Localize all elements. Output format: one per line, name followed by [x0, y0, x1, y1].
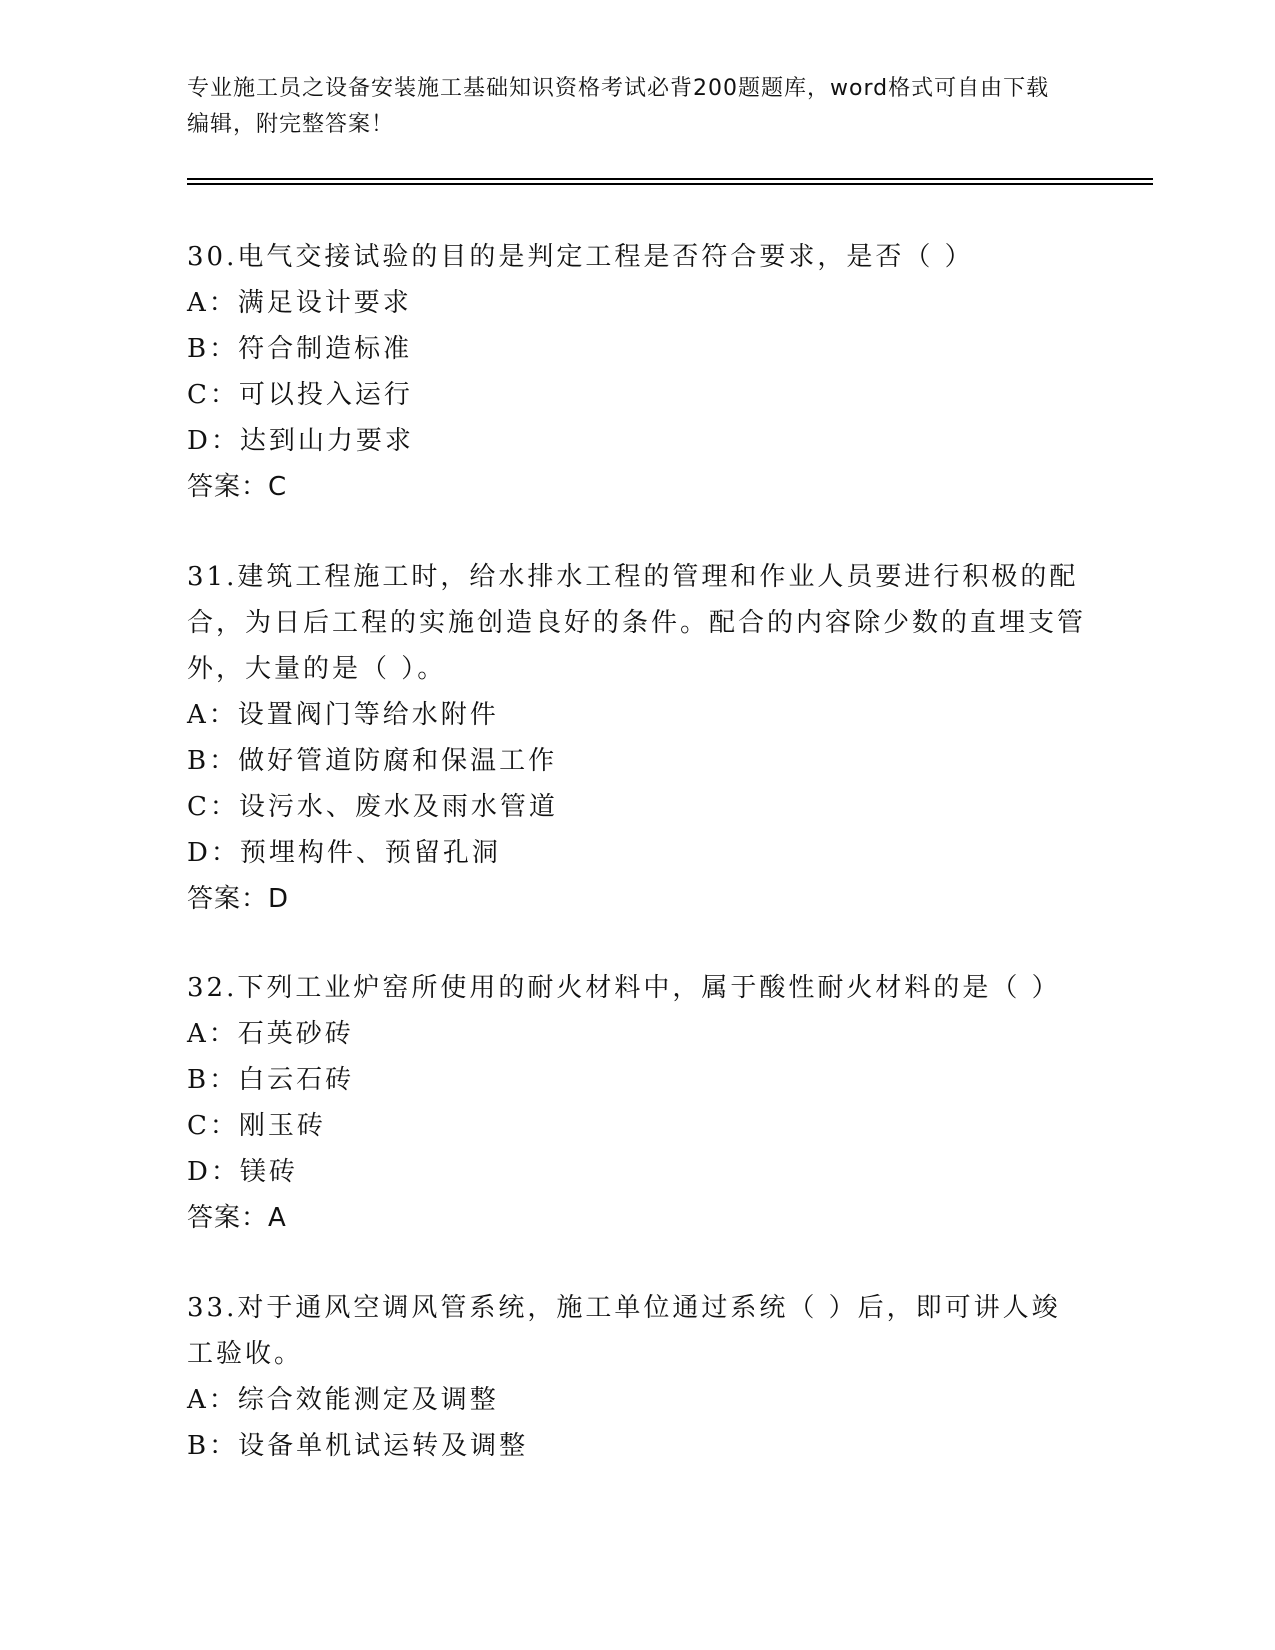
- question-31: [187, 554, 1087, 922]
- option-d: D：达到山力要求: [187, 426, 414, 456]
- option-a: A：满足设计要求: [187, 288, 412, 318]
- answer: 答案：C: [187, 472, 288, 502]
- option-d: D：镁砖: [187, 1157, 298, 1187]
- option-c: C：可以投入运行: [187, 380, 413, 410]
- question-30: [187, 234, 1087, 510]
- answer: 答案：D: [187, 884, 290, 914]
- question-32: [187, 965, 1087, 1241]
- answer: 答案：A: [187, 1203, 287, 1233]
- option-c: C：设污水、废水及雨水管道: [187, 792, 558, 822]
- document-header: 专业施工员之设备安装施工基础知识资格考试必背200题题库，word格式可自由下载编辑，附完整答案！: [187, 76, 1050, 137]
- option-b: B：设备单机试运转及调整: [187, 1431, 529, 1461]
- option-b: B：白云石砖: [187, 1065, 355, 1095]
- option-b: B：做好管道防腐和保温工作: [187, 746, 558, 776]
- question-stem: 33.对于通风空调风管系统，施工单位通过系统（ ）后，即可讲人竣工验收。: [187, 1293, 1061, 1369]
- header-divider-line: [187, 183, 1153, 185]
- option-a: A：综合效能测定及调整: [187, 1385, 499, 1415]
- header-divider-line: [187, 178, 1153, 180]
- question-stem: 32.下列工业炉窑所使用的耐火材料中，属于酸性耐火材料的是（ ）: [187, 973, 1061, 1003]
- question-33: [187, 1285, 1087, 1469]
- question-stem: 31.建筑工程施工时，给水排水工程的管理和作业人员要进行积极的配合，为日后工程的实施创造良好的条件。配合的内容除少数的直埋支管外，大量的是（ ）。: [187, 562, 1087, 684]
- option-a: A：设置阀门等给水附件: [187, 700, 499, 730]
- option-c: C：刚玉砖: [187, 1111, 326, 1141]
- option-a: A：石英砂砖: [187, 1019, 354, 1049]
- question-stem: 30.电气交接试验的目的是判定工程是否符合要求，是否（ ）: [187, 242, 974, 272]
- option-b: B：符合制造标准: [187, 334, 413, 364]
- option-d: D：预埋构件、预留孔洞: [187, 838, 501, 868]
